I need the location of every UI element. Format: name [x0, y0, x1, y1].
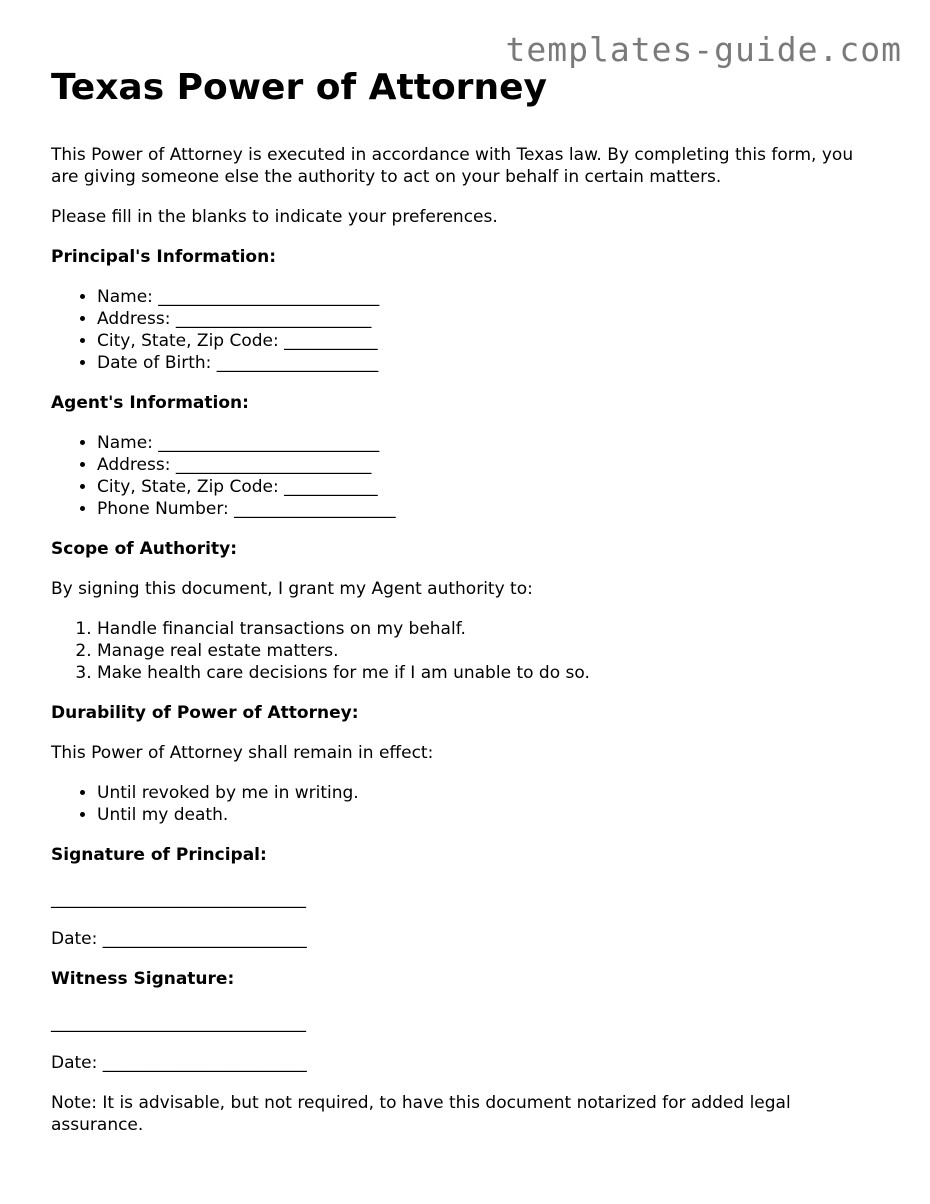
scope-heading: Scope of Authority: [51, 539, 237, 559]
agent-name-field: • Name: __________________________ [97, 432, 881, 454]
principal-dob-field: • Date of Birth: ___________________ [97, 352, 881, 374]
agent-phone-field: • Phone Number: ___________________ [97, 498, 881, 520]
principal-signature-heading: Signature of Principal: [51, 845, 267, 865]
agent-address-field: • Address: _______________________ [97, 454, 881, 476]
durability-lead: This Power of Attorney shall remain in effect: [51, 743, 434, 763]
principal-info-list [51, 286, 881, 374]
witness-signature-line: ______________________________ [51, 1013, 306, 1033]
principal-city-state-zip-field: • City, State, Zip Code: ___________ [97, 330, 881, 352]
principal-name-field: • Name: __________________________ [97, 286, 881, 308]
document-body [51, 66, 881, 1154]
witness-signature-heading: Witness Signature: [51, 969, 235, 989]
principal-signature-line: ______________________________ [51, 889, 306, 909]
scope-lead: By signing this document, I grant my Agent authority to: [51, 579, 533, 599]
watermark: templates-guide.com [505, 30, 902, 69]
durability-item: • Until my death. [97, 804, 881, 826]
agent-info-list [51, 432, 881, 520]
intro-paragraph: This Power of Attorney is executed in accordance with Texas law. By completing this form, you are giving someone else the authority to act on your behalf in certain matters. [51, 145, 854, 187]
page-title: Texas Power of Attorney [51, 67, 547, 108]
durability-item: • Until revoked by me in writing. [97, 782, 881, 804]
scope-item: 2. Manage real estate matters. [97, 640, 881, 662]
durability-list [51, 782, 881, 826]
scope-item: 1. Handle financial transactions on my behalf. [97, 618, 881, 640]
instructions-paragraph: Please fill in the blanks to indicate your preferences. [51, 207, 498, 227]
principal-signature-date: Date: ________________________ [51, 929, 307, 949]
agent-heading: Agent's Information: [51, 393, 249, 413]
witness-signature-date: Date: ________________________ [51, 1053, 307, 1073]
principal-heading: Principal's Information: [51, 247, 276, 267]
agent-city-state-zip-field: • City, State, Zip Code: ___________ [97, 476, 881, 498]
principal-address-field: • Address: _______________________ [97, 308, 881, 330]
scope-item: 3. Make health care decisions for me if I am unable to do so. [97, 662, 881, 684]
scope-list [51, 618, 881, 684]
durability-heading: Durability of Power of Attorney: [51, 703, 359, 723]
notarization-note: Note: It is advisable, but not required, to have this document notarized for added legal assurance. [51, 1093, 791, 1135]
